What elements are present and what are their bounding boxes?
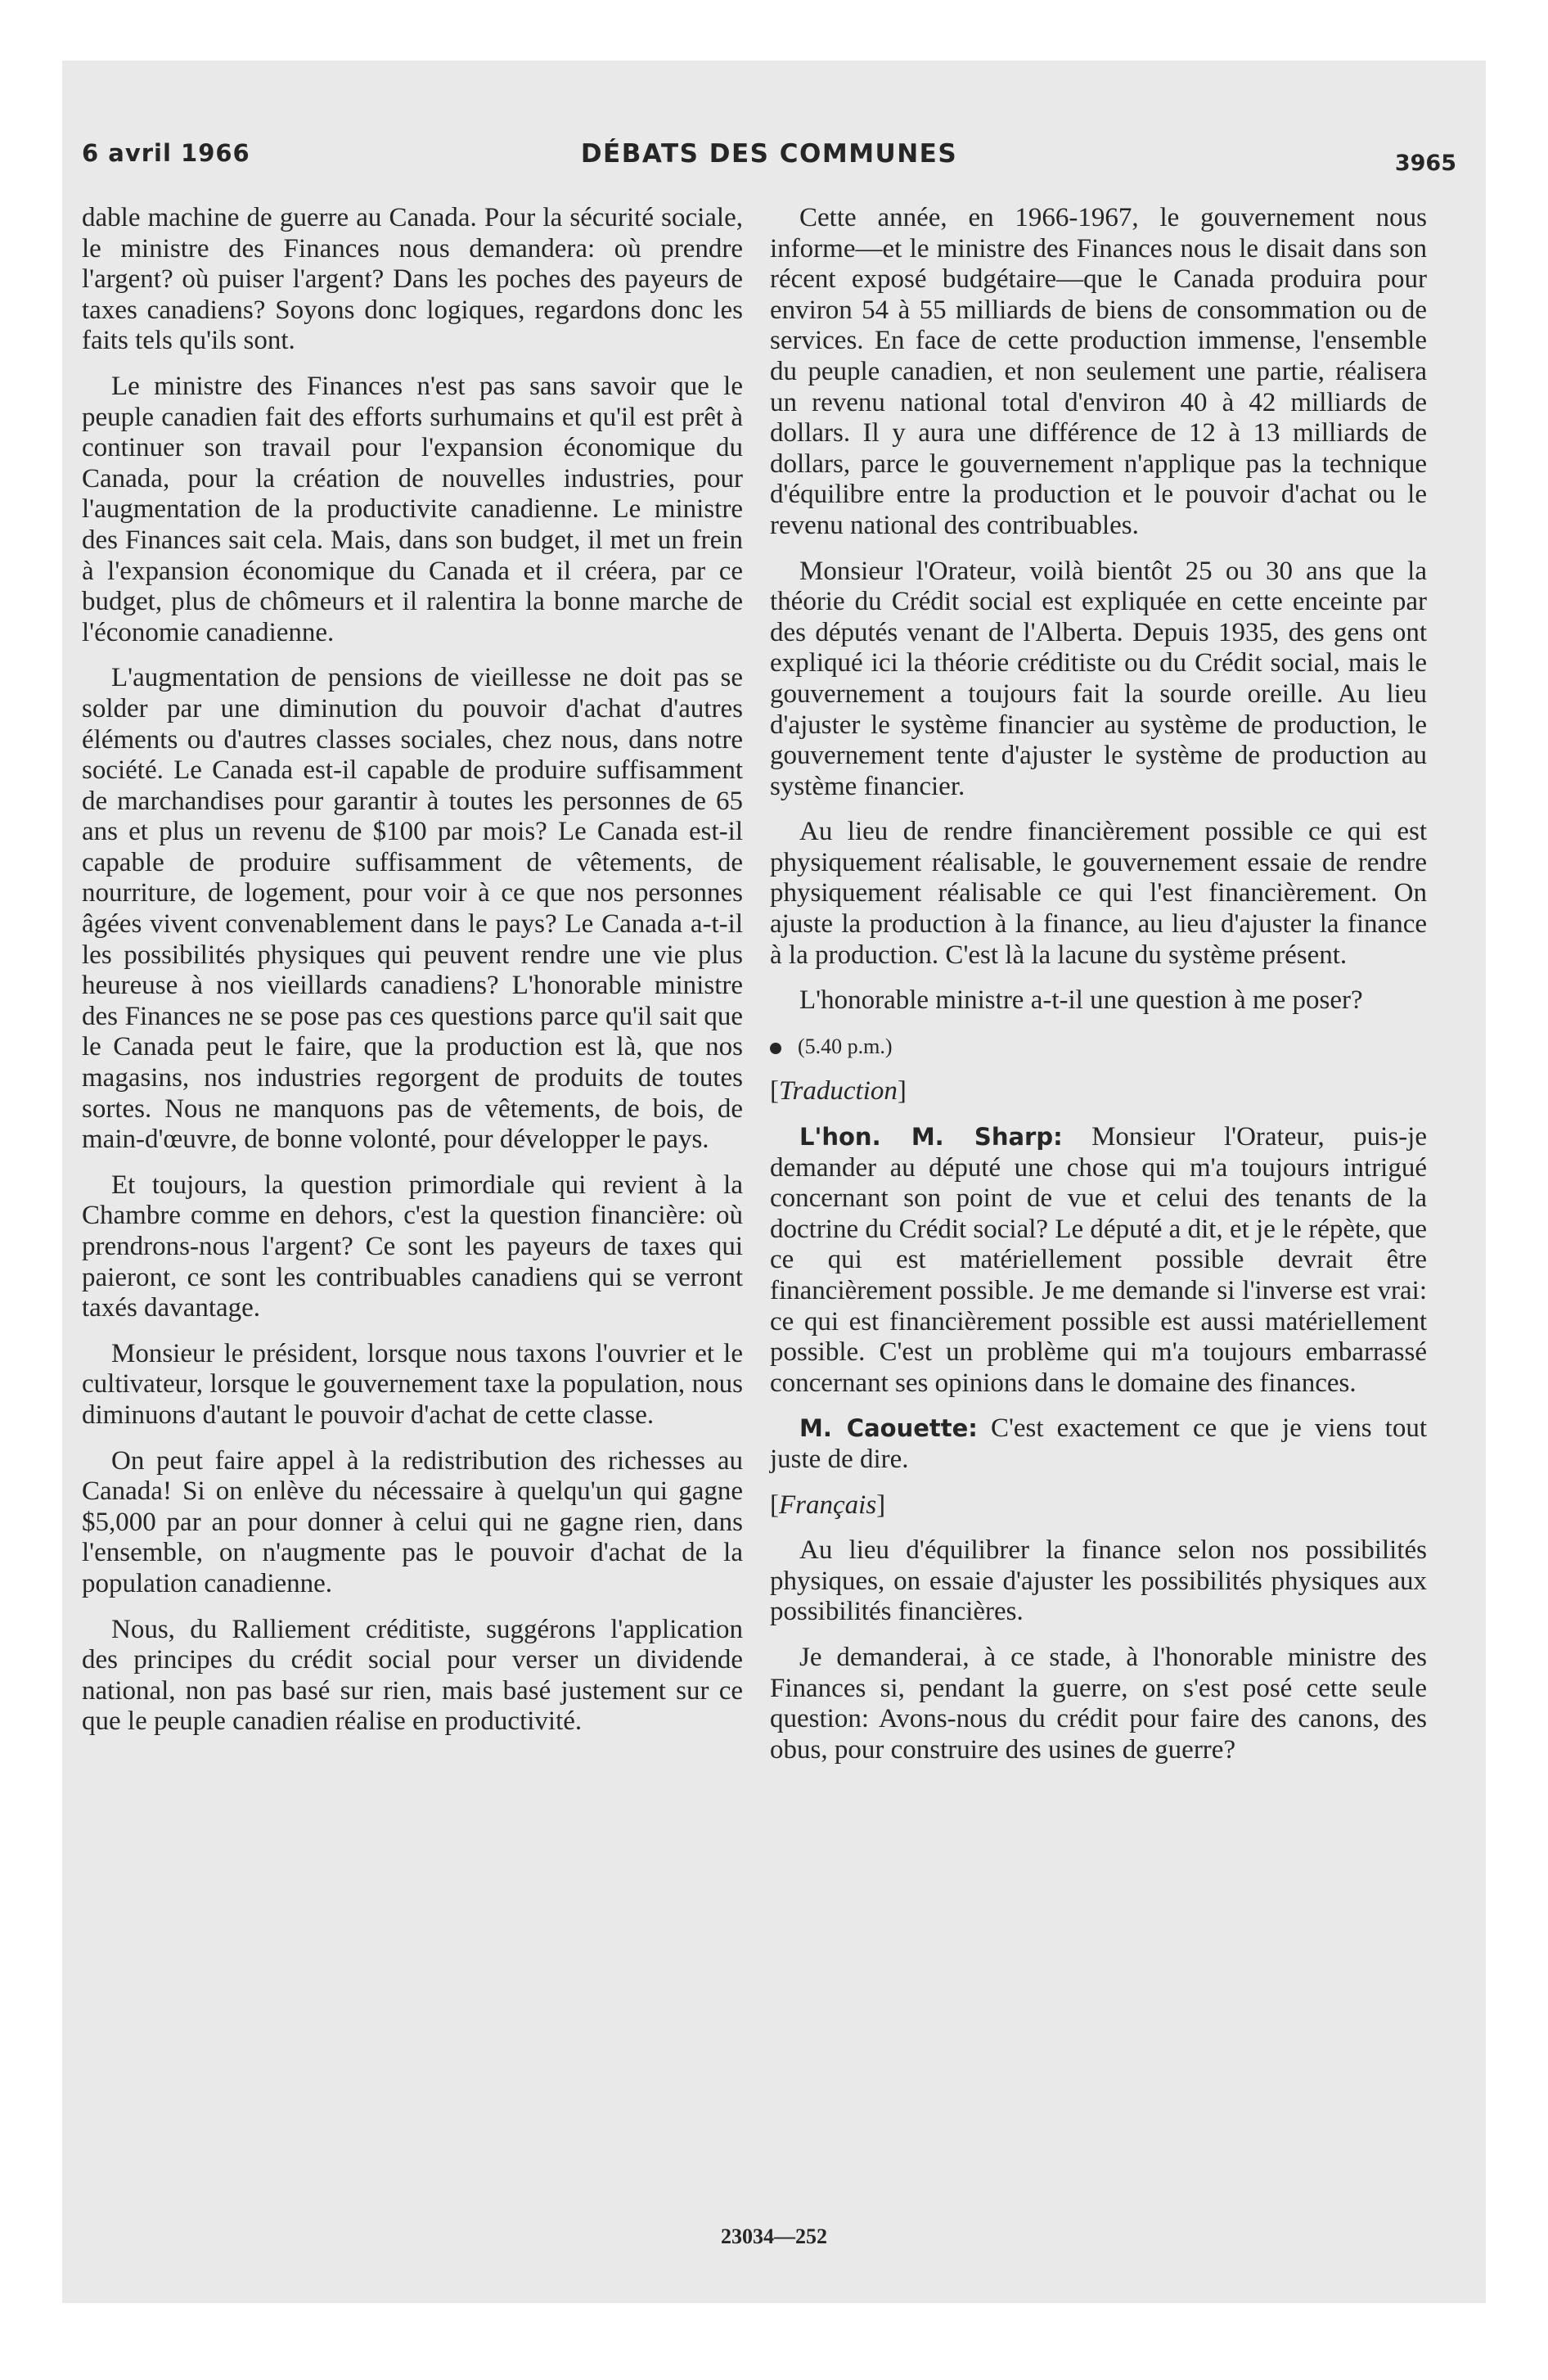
translation-tag: Traduction: [779, 1076, 898, 1107]
paragraph: Cette année, en 1966-1967, le gouvernement nous informe—et le ministre des Finances nous le disait dans son récent exposé budgétaire—que le Canada produira pour environ 54 à 55 milliards de biens de consommation ou de services. En face de cette production immense, l'ensemble du peuple canadien, et non seulement une partie, réalisera un revenu national total d'environ 40 à 42 milliards de dollars. Il y aura une différence de 12 à 13 milliards de dollars, parce le gouvernement n'applique pas la technique d'équilibre entre la production et le pouvoir d'achat ou le revenu national des contribuables.: [770, 203, 1427, 540]
bullet-icon: [770, 1043, 781, 1054]
translation-marker: [Traduction]: [770, 1076, 907, 1107]
page-number: 3965: [1394, 151, 1456, 176]
paragraph: Et toujours, la question primordiale qui revient à la Chambre comme en dehors, c'est la question financière: où prendrons-nous l'argent? Ce sont les payeurs de taxes qui paieront, ce sont les contribuables canadiens qui se verront taxés davantage.: [82, 1170, 743, 1323]
footer-code: 23034—252: [721, 2224, 827, 2248]
paragraph: Je demanderai, à ce stade, à l'honorable ministre des Finances si, pendant la guerre, on s'est posé cette seule question: Avons-nous du crédit pour faire des canons, des obus, pour construire des usines de guerre?: [770, 1642, 1427, 1765]
header-date: 6 avril 1966: [82, 139, 250, 167]
paragraph: Au lieu de rendre financièrement possible ce qui est physiquement réalisable, le gouvernement essaie de rendre physiquement réalisable ce qui l'est financièrement. On ajuste la production à la finance, au lieu d'ajuster la finance à la production. C'est là la lacune du système présent.: [770, 817, 1427, 970]
right-column: [770, 203, 1427, 1780]
speech-sharp: [770, 1122, 1427, 1399]
paragraph: Nous, du Ralliement créditiste, suggérons l'application des principes du crédit social pour verser un dividende national, non pas basé sur rien, mais basé justement sur ce que le peuple canadien réalise en productivité.: [82, 1614, 743, 1737]
paragraph: dable machine de guerre au Canada. Pour la sécurité sociale, le ministre des Finances nous demandera: où prendre l'argent? où puiser l'argent? Dans les poches des payeurs de taxes canadiens? Soyons donc logiques, regardons donc les faits tels qu'ils sont.: [82, 203, 743, 356]
paragraph: Monsieur le président, lorsque nous taxons l'ouvrier et le cultivateur, lorsque le gouvernement taxe la population, nous diminuons d'autant le pouvoir d'achat de cette classe.: [82, 1338, 743, 1430]
speaker-name: M. Caouette:: [799, 1414, 978, 1443]
header-title: DÉBATS DES COMMUNES: [580, 139, 958, 169]
left-column: [82, 203, 743, 1752]
paragraph: Le ministre des Finances n'est pas sans savoir que le peuple canadien fait des efforts surhumains et qu'il est prêt à continuer son travail pour l'expansion économique du Canada, pour la création de nouvelles industries, pour l'augmentation de la productivite canadienne. Le ministre des Finances sait cela. Mais, dans son budget, il met un frein à l'expansion économique du Canada et il créera, par ce budget, plus de chômeurs et il ralentira la bonne marche de l'économie canadienne.: [82, 371, 743, 647]
speech-caouette: [770, 1413, 1427, 1475]
timestamp-line: [770, 1031, 1427, 1062]
speaker-name: L'hon. M. Sharp:: [799, 1123, 1063, 1152]
paragraph: On peut faire appel à la redistribution des richesses au Canada! Si on enlève du nécessaire à quelqu'un qui gagne $5,000 par an pour donner à celui qui ne gagne rien, dans l'ensemble, on n'augmente pas le pouvoir d'achat de la population canadienne.: [82, 1445, 743, 1598]
paragraph: L'augmentation de pensions de vieillesse ne doit pas se solder par une diminution du pouvoir d'achat d'autres éléments ou d'autres classes sociales, chez nous, dans notre société. Le Canada est-il capable de produire suffisamment de marchandises pour garantir à toutes les personnes de 65 ans et plus un revenu de $100 par mois? Le Canada est-il capable de produire suffisamment de vêtements, de nourriture, de logement, pour voir à ce que nos personnes âgées vivent convenablement dans le pays? Le Canada a-t-il les possibilités physiques qui peuvent rendre une vie plus heureuse à nos vieillards canadiens? L'honorable ministre des Finances ne se pose pas ces questions parce qu'il sait que le Canada peut le faire, que la production est là, que nos magasins, nos industries regorgent de produits de toutes sortes. Nous ne manquons pas de vêtements, de bois, de main-d'œuvre, de bonne volonté, pour développer le pays.: [82, 663, 743, 1155]
page-header: [82, 139, 1456, 180]
paragraph: L'honorable ministre a-t-il une question à me poser?: [799, 985, 1363, 1016]
language-marker: [Français]: [770, 1490, 886, 1520]
paragraph: Au lieu d'équilibrer la finance selon nos possibilités physiques, on essaie d'ajuster les possibilités physiques aux possibilités financières.: [770, 1535, 1427, 1627]
paragraph: Monsieur l'Orateur, voilà bientôt 25 ou 30 ans que la théorie du Crédit social est expliquée en cette enceinte par des députés venant de l'Alberta. Depuis 1935, des gens ont expliqué ici la théorie créditiste ou du Crédit social, mais le gouvernement a toujours fait la sourde oreille. Au lieu d'ajuster le système financier au système de production, le gouvernement tente d'ajuster le système de production au système financier.: [770, 556, 1427, 801]
timestamp: (5.40 p.m.): [798, 1034, 893, 1058]
speech-text: Monsieur l'Orateur, puis-je demander au député une chose qui m'a toujours intrigué concernant son point de vue et celui des tenants de la doctrine du Crédit social? Le député a dit, et je le répète, que ce qui est matériellement possible devrait être financièrement possible. Je me demande si l'inverse est vrai: ce qui est financièrement possible est aussi matériellement possible. C'est un problème qui m'a toujours embarrassé concernant ses opinions dans le domaine des finances.: [770, 1122, 1427, 1398]
speech-text: C'est exactement ce que je viens tout juste de dire.: [770, 1413, 1427, 1474]
francais-tag: Français: [779, 1490, 877, 1520]
